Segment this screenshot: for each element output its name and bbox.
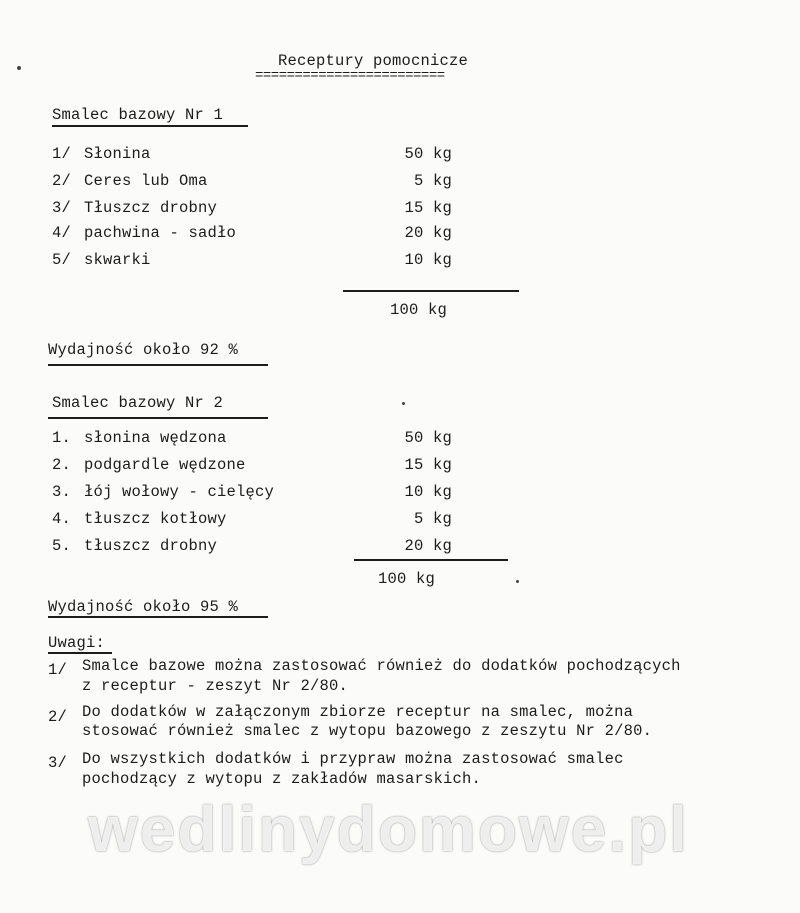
recipe2-heading-underline <box>48 417 268 419</box>
page-title: Receptury pomocnicze <box>278 52 469 70</box>
ingredient-name: Ceres lub Oma <box>84 172 208 190</box>
ingredient-name: tłuszcz kotłowy <box>84 510 227 528</box>
recipe1-heading: Smalec bazowy Nr 1 <box>52 106 224 124</box>
note-number: 2/ <box>48 708 68 726</box>
ingredient-name: słonina wędzona <box>84 429 227 447</box>
recipe1-sum-line <box>343 290 519 292</box>
recipe1-heading-underline <box>52 125 248 127</box>
note-line: pochodzący z wytopu z zakładów masarskich. <box>82 770 482 788</box>
row-number: 2. <box>52 456 72 474</box>
paper-speck <box>17 66 21 70</box>
row-number: 5. <box>52 537 72 555</box>
ingredient-qty: 20 kg <box>404 537 452 555</box>
note-number: 3/ <box>48 754 68 772</box>
row-number: 3. <box>52 483 72 501</box>
ingredient-qty: 20 kg <box>404 224 452 242</box>
recipe1-total: 100 kg <box>390 301 448 319</box>
recipe1-yield-underline <box>48 364 268 366</box>
ingredient-qty: 15 kg <box>404 456 452 474</box>
ingredient-name: podgardle wędzone <box>84 456 246 474</box>
note-line: stosować również smalec z wytopu bazowego z zeszytu Nr 2/80. <box>82 722 653 740</box>
note-number: 1/ <box>48 661 68 679</box>
note-line: Smalce bazowe można zastosować również do dodatków pochodzących <box>82 657 681 675</box>
recipe2-yield-underline <box>48 616 268 618</box>
ingredient-name: skwarki <box>84 251 151 269</box>
recipe2-heading: Smalec bazowy Nr 2 <box>52 394 224 412</box>
ingredient-qty: 15 kg <box>404 199 452 217</box>
row-number: 4/ <box>52 224 72 242</box>
ingredient-name: łój wołowy - cielęcy <box>84 483 275 501</box>
ingredient-qty: 5 kg <box>413 510 452 528</box>
row-number: 1. <box>52 429 72 447</box>
ingredient-name: tłuszcz drobny <box>84 537 218 555</box>
row-number: 2/ <box>52 172 72 190</box>
notes-heading-underline <box>48 652 112 654</box>
recipe2-total: 100 kg <box>378 570 436 588</box>
note-line: Do wszystkich dodatków i przypraw można zastosować smalec <box>82 750 624 768</box>
ingredient-name: Tłuszcz drobny <box>84 199 218 217</box>
notes-heading: Uwagi: <box>48 634 106 652</box>
row-number: 3/ <box>52 199 72 217</box>
recipe1-yield: Wydajność około 92 % <box>48 341 239 359</box>
ingredient-qty: 10 kg <box>404 251 452 269</box>
ingredient-qty: 50 kg <box>404 429 452 447</box>
ingredient-name: Słonina <box>84 145 151 163</box>
ingredient-qty: 50 kg <box>404 145 452 163</box>
ingredient-qty: 5 kg <box>413 172 452 190</box>
row-number: 5/ <box>52 251 72 269</box>
recipe2-yield: Wydajność około 95 % <box>48 598 239 616</box>
row-number: 1/ <box>52 145 72 163</box>
row-number: 4. <box>52 510 72 528</box>
recipe2-sum-line <box>354 559 508 561</box>
watermark-text: wedlinydomowe.pl <box>88 793 689 865</box>
title-double-underline: ======================== <box>255 68 445 84</box>
paper-speck <box>516 580 519 583</box>
ingredient-qty: 10 kg <box>404 483 452 501</box>
paper-speck <box>402 402 405 405</box>
note-line: z receptur - zeszyt Nr 2/80. <box>82 677 349 695</box>
ingredient-name: pachwina - sadło <box>84 224 237 242</box>
note-line: Do dodatków w załączonym zbiorze receptur na smalec, można <box>82 703 634 721</box>
